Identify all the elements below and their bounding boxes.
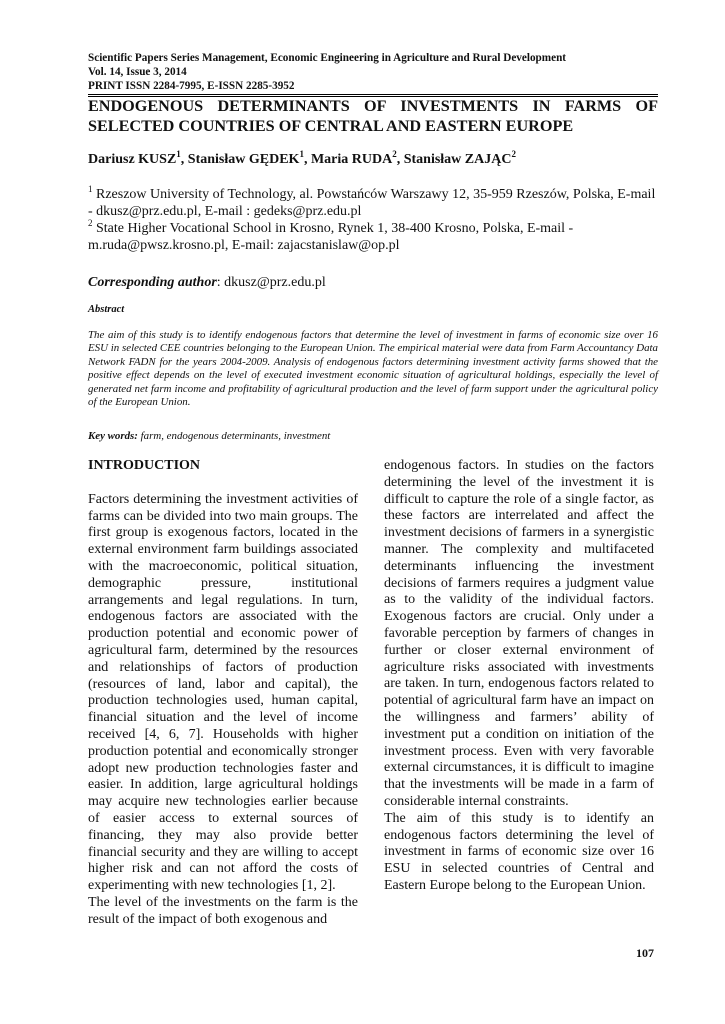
journal-header: [88, 51, 658, 94]
author-separator: ,: [303, 152, 311, 167]
affiliation-sup: 1: [88, 184, 93, 194]
author-separator: ,: [180, 152, 188, 167]
affiliation-text: Rzeszow University of Technology, al. Powstańców Warszawy 12, 35-959 Rzeszów, Polska, E-mail - dkusz@prz.edu.pl, E-mail : gedeks@prz.edu.pl: [88, 187, 656, 219]
right-column: [384, 458, 654, 895]
affiliation-sup: 2: [88, 218, 93, 228]
journal-series: Scientific Papers Series Management, Economic Engineering in Agriculture and Rural Development: [88, 52, 567, 64]
abstract-text: The aim of this study is to identify endogenous factors that determine the level of investment in farms of economic size over 16 ESU in selected CEE countries belonging to the European Union. The empirical material were data from Farm Accountancy Data Network FADN for the years 2004-2009. Analysis of endogenous factors determining investment activity farms showed that the positive effect depends on the level of executed investment economic situation of agricultural holdings, especially the level of generated net farm income and profitability of agricultural production and the level of farm support under the agricultural policy of the European Union.: [88, 329, 658, 409]
page-number: 107: [636, 946, 654, 960]
affiliation-text: State Higher Vocational School in Krosno, Rynek 1, 38-400 Krosno, Polska, E-mail - m.ruda@pwsz.krosno.pl, E-mail: zajacstanislaw@op.pl: [88, 221, 574, 253]
body-paragraph: The aim of this study is to identify an endogenous factors determining the level of investment in farms of economic size over 16 ESU in selected countries of Central and Eastern Europe belong to the European Union.: [384, 810, 654, 893]
journal-volume: Vol. 14, Issue 3, 2014: [88, 66, 187, 79]
keywords: [88, 430, 330, 442]
author-list: [88, 151, 516, 169]
corresponding-label: Corresponding author: [88, 275, 217, 290]
author-separator: ,: [396, 152, 404, 167]
corresponding-author: [88, 274, 326, 291]
author-affil-sup: 1: [176, 149, 181, 159]
paper-title: ENDOGENOUS DETERMINANTS OF INVESTMENTS IN FARMS OF SELECTED COUNTRIES OF CENTRAL AND EASTERN EUROPE: [88, 97, 658, 135]
author-name: Stanisław GĘDEK: [187, 152, 300, 167]
corresponding-email: : dkusz@prz.edu.pl: [216, 275, 326, 290]
left-column: [88, 458, 358, 929]
author-affil-sup: 1: [299, 149, 304, 159]
keywords-text: farm, endogenous determinants, investment: [137, 430, 331, 442]
affiliation-2: [88, 220, 658, 254]
affiliation-1: [88, 186, 658, 220]
abstract-heading: Abstract: [88, 304, 125, 315]
keywords-label: Key words:: [88, 430, 138, 442]
author-name: Dariusz KUSZ: [88, 152, 177, 167]
header-rule-top: [88, 94, 658, 95]
author-affil-sup: 2: [392, 149, 397, 159]
body-paragraph: The level of the investments on the farm is the result of the impact of both exogenous and: [88, 894, 358, 927]
body-paragraph: Factors determining the investment activities of farms can be divided into two main groups. The first group is exogenous factors, located in the external environment farm buildings associated with the macroeconomic, political situation, demographic pressure, institutional arrangements and legal regulations. In turn, endogenous factors are associated with the production potential and economic power of agricultural farm, determined by the resources and relationships of factors of production (resources of land, labor and capital), the production technologies used, human capital, financial situation and the level of income received [4, 6, 7]. Households with higher production potential and economically stronger adopt new production technologies faster and easier. In addition, large agricultural holdings may acquire new technologies earlier because of easier access to external sources of financing, they may also provide better financial security and they are willing to accept higher risk and can not afford the costs of experimenting with new technologies [1, 2].: [88, 491, 358, 894]
author-name: Maria RUDA: [310, 152, 393, 167]
body-paragraph: endogenous factors. In studies on the factors determining the level of the investment it is difficult to capture the role of a single factor, as these factors are interrelated and affect the investment decisions of farmers in a synergistic manner. The complexity and multifaceted determinants influencing the investment decisions of farmers requires a judgment value as to the validity of the individual factors. Exogenous factors are crucial. Only under a favorable perception by farmers of changes in further or closer external environment of agriculture risks associated with investments are taken. In turn, endogenous factors related to potential of agricultural farm have an impact on the willingness and farmers’ ability of investment put a condition on initiation of the investment process. Even with very favorable external circumstances, it is difficult to imagine that the investments will be made in a farm of considerable internal constraints.: [384, 458, 654, 809]
affiliations: [88, 186, 658, 254]
section-heading-introduction: INTRODUCTION: [88, 458, 201, 473]
author-name: Stanisław ZAJĄC: [403, 152, 512, 167]
author-affil-sup: 2: [511, 149, 516, 159]
journal-issn: PRINT ISSN 2284-7995, E-ISSN 2285-3952: [88, 80, 295, 93]
